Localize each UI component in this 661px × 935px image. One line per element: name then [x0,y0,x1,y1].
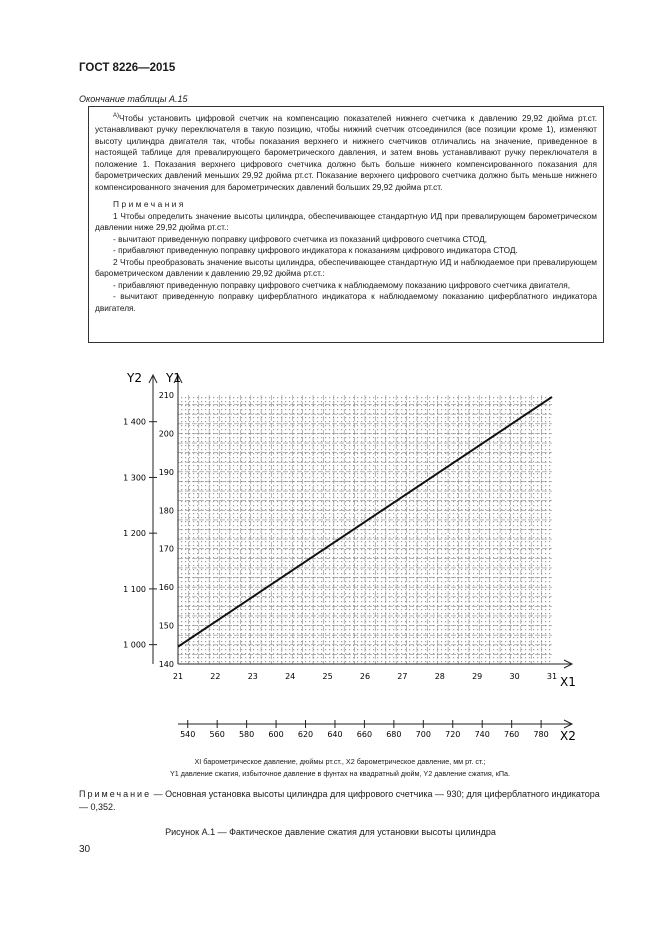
note-2-item-b: - вычитают приведенную поправку циферблатного индикатора к наблюдаемому показанию циферблатного индикатора двигателя. [95,291,597,313]
x1-tick-label: 24 [285,672,296,681]
x1-tick-label: 30 [509,672,520,681]
note-1-item-a: - вычитают приведенную поправку цифрового счетчика из показаний цифрового счетчика СТОД, [113,233,488,244]
page-number: 30 [79,844,91,855]
notes-heading: Примечания [113,199,186,210]
table-continuation-label: Окончание таблицы А.15 [79,94,188,104]
x2-tick-label: 620 [297,730,314,739]
x2-tick-label: 660 [356,730,373,739]
x2-tick-label: 580 [238,730,255,739]
x1-axis-label: X1 [560,675,576,689]
x2-tick-label: 540 [180,730,196,739]
y2-tick-label: 1 100 [123,584,146,594]
x2-tick-label: 760 [504,730,520,739]
y1-tick-label: 140 [158,660,174,669]
footnote-paragraph [95,111,597,193]
figure-remark [79,788,601,814]
x1-tick-label: 28 [434,672,445,681]
table-footnote-box [88,106,604,343]
x2-tick-label: 560 [209,730,225,739]
x1-tick-label: 26 [359,672,371,681]
x1-tick-label: 21 [172,672,184,681]
footnote-marker: А) [113,113,119,119]
note-2: 2 Чтобы преобразовать значение высоты цилиндра, обеспечивающее стандартную ИД и наблюдаемое при превалирующем барометрическом давлении к давлению 29,92 дюйма рт.ст.: [95,256,597,279]
y2-tick-label: 1 000 [123,640,146,650]
y1-tick-label: 160 [158,583,174,593]
chart-legend [100,756,580,780]
x2-tick-label: 780 [533,730,549,739]
figure-caption: Рисунок А.1 — Фактическое давление сжатия для установки высоты цилиндра [165,827,496,837]
note-2-item-a: - прибавляют приведенную поправку цифрового счетчика к наблюдаемому показанию цифрового счетчика двигателя, [113,279,571,290]
y1-tick-label: 150 [158,621,174,631]
y1-tick-label: 200 [158,429,174,439]
x1-tick-label: 22 [210,672,221,681]
x1-tick-label: 23 [247,672,258,681]
x2-tick-label: 680 [386,730,402,739]
document-standard-header: ГОСТ 8226—2015 [79,62,176,74]
remark-label: Примечание [79,789,152,799]
x2-axis-label: X2 [560,729,576,743]
note-1-item-b: - прибавляют приведенную поправку цифрового индикатора к показаниям цифрового индикатора СТОД. [113,245,518,256]
y2-tick-label: 1 400 [123,417,146,427]
y2-tick-label: 1 200 [123,529,146,539]
x1-tick-label: 25 [322,672,333,681]
y1-tick-label: 190 [158,467,174,477]
legend-line-2: Y1 давление сжатия, избыточное давление в фунтах на квадратный дюйм, Y2 давление сжатия, кПа. [169,769,511,778]
x2-tick-label: 700 [415,730,431,739]
compression-pressure-chart [0,360,661,760]
x2-tick-label: 720 [445,730,461,739]
footnote-text: Чтобы установить цифровой счетчик на компенсацию показателей нижнего счетчика к давлению 29,92 дюйма рт.ст. устанавливают ручку переключателя в такую позицию, чтобы нижний счетчик отсоединился (все позиции кроме 1), изменяют высоту цилиндра двигателя так, чтобы показания верхнего и нижнего счетчиков отличались на значение, приведенное в настоящей таблице для превалирующего барометрического давления, и затем вновь устанавливают ручку переключателя в положение 1. Показания верхнего цифрового счетчика должно быть больше нижнего компенсированного показания для барометрических давлений меньших 29,92 дюйма рт.ст. Показание верхнего цифрового счетчика должно быть меньше нижнего компенсированного значения для барометрических давлений больших 29,92 дюйма рт.ст. [95,112,597,192]
x2-tick-label: 640 [327,730,343,739]
x1-tick-label: 31 [546,672,558,681]
y1-tick-label: 210 [158,391,174,400]
x1-tick-label: 27 [397,672,408,681]
remark-text: — Основная установка высоты цилиндра для цифрового счетчика — 930; для циферблатного индикатора — 0,352. [79,789,600,812]
y1-tick-label: 170 [158,544,174,554]
y1-tick-label: 180 [158,506,174,516]
x2-tick-label: 600 [268,730,284,739]
y2-tick-label: 1 300 [123,473,146,483]
legend-line-1: XI барометрическое давление, дюймы рт.ст., Х2 барометрическое давление, мм рт. ст.; [194,757,486,766]
y1-axis-label: Y1 [166,371,181,385]
note-1: 1 Чтобы определить значение высоты цилиндра, обеспечивающее стандартную ИД при превалирующем барометрическом давлении ниже 29,92 дюйма рт.ст.: [95,210,597,233]
x1-tick-label: 29 [472,672,483,681]
x2-tick-label: 740 [474,730,490,739]
y2-axis-label: Y2 [127,371,142,385]
